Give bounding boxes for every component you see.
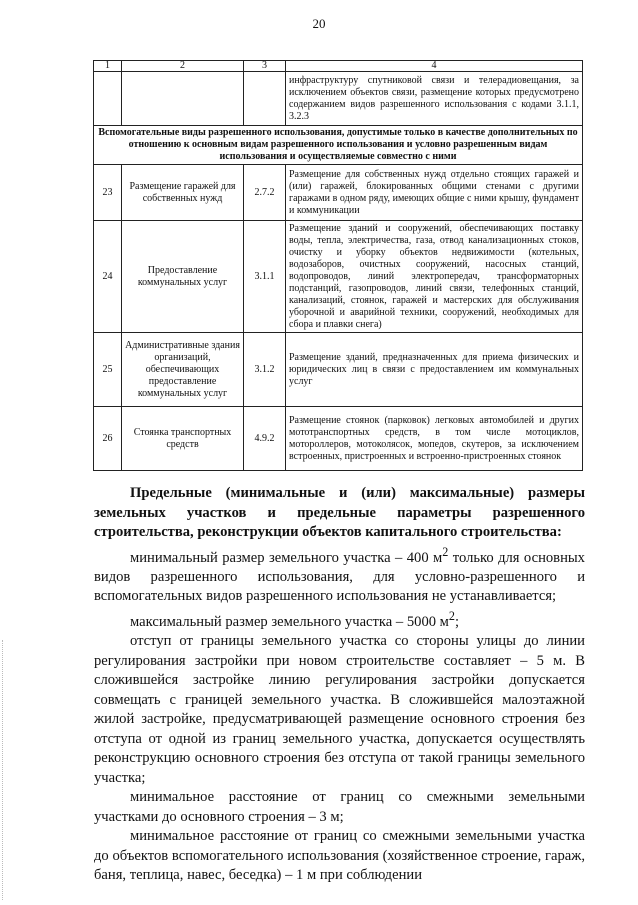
text-fragment: ; — [455, 613, 460, 630]
use-name: Административные здания организаций, обеспечивающих предоставление коммунальных услуг — [122, 333, 244, 407]
paragraph-min-size — [94, 543, 585, 607]
use-name: Стоянка транспортных средств — [122, 407, 244, 471]
row-number: 23 — [94, 165, 122, 221]
row-number: 25 — [94, 333, 122, 407]
table-row — [94, 221, 583, 333]
row-description: Размещение зданий и сооружений, обеспечивающих поставку воды, тепла, электричества, газа, отвод канализационных стоков, очистку и уборку объектов недвижимости (котельных, водозаборов, очистных сооружений, насосных станций, водопроводов, линий электропередач, трансформаторных подстанций, газопроводов, линий связи, телефонных станций, канализаций, стоянок, гаражей и мастерских для обслуживания уборочной и аварийной техники, сооружений, необходимых для сбора и плавки снега) — [286, 221, 583, 333]
scan-edge — [2, 640, 5, 900]
table-row — [94, 165, 583, 221]
row-description: Размещение стоянок (парковок) легковых автомобилей и других мототранспортных средств, в том числе мотоциклов, мотороллеров, мотоколясок, мопедов, скутеров, за исключением встроенных, пристроенных и встроенно-пристроенных стоянок — [286, 407, 583, 471]
section-title: Вспомогательные виды разрешенного использования, допустимые только в качестве дополнительных по отношению к основным видам разрешенного использования и условно разрешенным видам использования и осуществляемые совместно с ними — [94, 126, 583, 165]
text-fragment: только для основных видов разрешенного использования, для условно-разрешенного и вспомогательных видов разрешенного использования не устанавливается; — [94, 549, 585, 605]
row-description: инфраструктуру спутниковой связи и телерадиовещания, за исключением объектов связи, размещение которых предусмотрено содержанием видов разрешенного использования с кодами 3.1.1, 3.2.3 — [286, 72, 583, 126]
paragraph-setback: отступ от границы земельного участка со стороны улицы до линии регулирования застройки при новом строительстве составляет – 5 м. В сложившейся застройке линию регулирования застройки допускается совмещать с границей земельного участка. В сложившейся малоэтажной жилой застройке, предусматривающей размещение основного строения без отступа от одной из границ земельного участка, допускается осуществлять реконструкцию основного строения без отступа от такой границы земельного участка; — [94, 633, 585, 786]
use-name: Предоставление коммунальных услуг — [122, 221, 244, 333]
row-number: 26 — [94, 407, 122, 471]
empty-cell — [94, 72, 122, 126]
empty-cell — [122, 72, 244, 126]
superscript: 2 — [448, 608, 455, 623]
use-name: Размещение гаражей для собственных нужд — [122, 165, 244, 221]
header-cell: 2 — [122, 61, 244, 72]
paragraph-min-distance-aux: минимальное расстояние от границ со смежными земельными участка до объектов вспомогательного использования (хозяйственное строение, гараж, баня, теплица, навес, беседка) – 1 м при соблюдении — [94, 828, 585, 884]
use-code: 3.1.1 — [244, 221, 286, 333]
section-heading: Предельные (минимальные и (или) максимальные) размеры земельных участков и предельные параметры разрешенного строительства, реконструкции объектов капитального строительства: — [94, 485, 585, 540]
header-cell: 1 — [94, 61, 122, 72]
use-code: 2.7.2 — [244, 165, 286, 221]
table-row — [94, 333, 583, 407]
page-number: 20 — [312, 16, 326, 31]
header-cell: 3 — [244, 61, 286, 72]
paragraph-max-size — [94, 607, 585, 632]
text-fragment: максимальный размер земельного участка – 5000 м — [130, 613, 449, 630]
table-header-row — [94, 61, 583, 72]
permitted-use-table — [93, 60, 583, 471]
use-code: 4.9.2 — [244, 407, 286, 471]
regulation-text — [94, 484, 585, 886]
row-number: 24 — [94, 221, 122, 333]
superscript: 2 — [442, 544, 449, 559]
paragraph-min-distance-main: минимальное расстояние от границ со смежными земельными участками до основного строения – 3 м; — [94, 789, 585, 825]
header-cell: 4 — [286, 61, 583, 72]
row-description: Размещение зданий, предназначенных для приема физических и юридических лиц в связи с предоставлением им коммунальных услуг — [286, 333, 583, 407]
use-code: 3.1.2 — [244, 333, 286, 407]
table-row — [94, 72, 583, 126]
section-title-row — [94, 126, 583, 165]
text-fragment: минимальный размер земельного участка – 400 м — [130, 549, 443, 566]
row-description: Размещение для собственных нужд отдельно стоящих гаражей и (или) гаражей, блокированных общими стенами с другими гаражами в одном ряду, имеющих общие с ними крышу, фундамент и коммуникации — [286, 165, 583, 221]
empty-cell — [244, 72, 286, 126]
table-row — [94, 407, 583, 471]
